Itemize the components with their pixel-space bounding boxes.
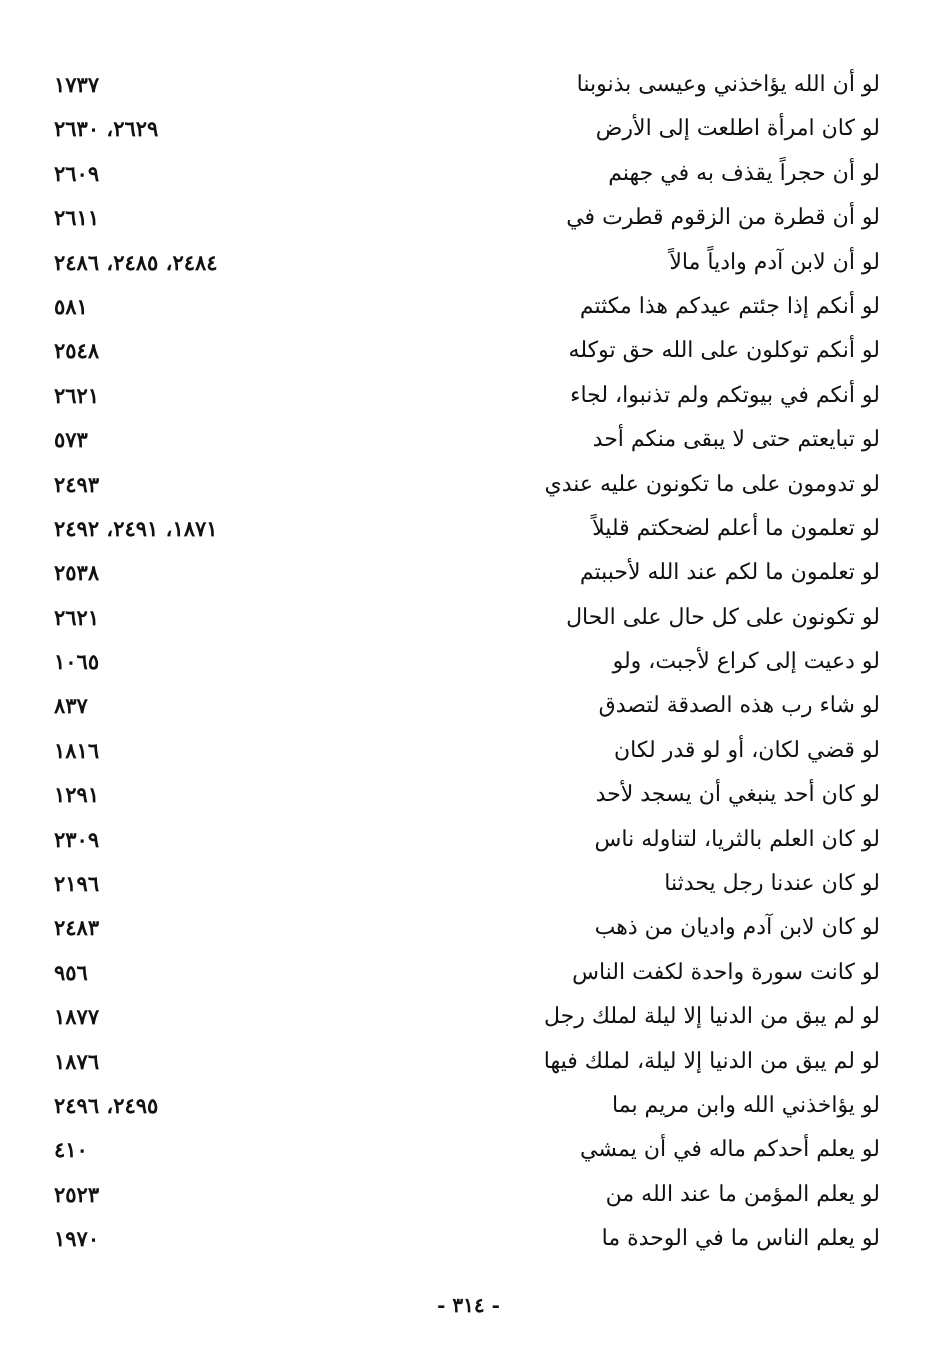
hadith-numbers: ٩٥٦ xyxy=(54,959,88,985)
index-row xyxy=(50,863,880,907)
hadith-text: لو أن قطرة من الزقوم قطرت في xyxy=(566,205,880,231)
hadith-numbers: ٢٤٨٣ xyxy=(54,915,100,941)
index-row xyxy=(50,419,880,463)
page-number: - ٣١٤ - xyxy=(437,1293,500,1317)
hadith-text: لو كان عندنا رجل يحدثنا xyxy=(664,871,880,897)
hadith-numbers: ٢٣٠٩ xyxy=(54,826,100,852)
index-row xyxy=(50,907,880,951)
hadith-text: لو كان امرأة اطلعت إلى الأرض xyxy=(595,116,880,142)
hadith-numbers: ١٨٧١، ٢٤٩١، ٢٤٩٢ xyxy=(54,515,218,541)
index-row xyxy=(50,730,880,774)
hadith-numbers: ١٩٧٠ xyxy=(54,1226,100,1252)
hadith-numbers: ١٧٣٧ xyxy=(54,72,100,97)
hadith-text: لو تكونون على كل حال على الحال xyxy=(566,604,880,630)
index-row xyxy=(50,242,880,286)
hadith-numbers: ١٠٦٥ xyxy=(54,649,100,675)
hadith-text: لو لم يبق من الدنيا إلا ليلة، لملك فيها xyxy=(543,1048,880,1074)
hadith-text: لو أنكم في بيوتكم ولم تذنبوا، لجاء xyxy=(570,382,880,408)
index-row xyxy=(50,508,880,552)
hadith-numbers: ٢٦١١ xyxy=(54,205,100,231)
hadith-numbers: ١٨٧٦ xyxy=(54,1048,100,1074)
index-row xyxy=(50,108,880,152)
index-row xyxy=(50,153,880,197)
index-row xyxy=(50,1218,880,1262)
hadith-numbers: ٢٤٩٥، ٢٤٩٦ xyxy=(54,1092,159,1118)
hadith-numbers: ١٨١٦ xyxy=(54,737,100,763)
hadith-text: لو تدومون على ما تكونون عليه عندي xyxy=(544,471,880,497)
hadith-numbers: ١٨٧٧ xyxy=(54,1004,100,1030)
hadith-text: لو كان لابن آدم واديان من ذهب xyxy=(594,915,880,941)
index-row xyxy=(50,1174,880,1218)
hadith-text: لو يؤاخذني الله وابن مريم بما xyxy=(612,1092,880,1118)
index-row xyxy=(50,774,880,818)
hadith-text: لو قضي لكان، أو لو قدر لكان xyxy=(614,737,880,763)
hadith-numbers: ٢٤٨٤، ٢٤٨٥، ٢٤٨٦ xyxy=(54,249,218,275)
hadith-text: لو أن الله يؤاخذني وعيسى بذنوبنا xyxy=(576,72,880,97)
hadith-text: لو لم يبق من الدنيا إلا ليلة لملك رجل xyxy=(543,1004,880,1030)
hadith-text: لو شاء رب هذه الصدقة لتصدق xyxy=(598,693,880,719)
index-row xyxy=(50,197,880,241)
hadith-text: لو كان العلم بالثريا، لتناوله ناس xyxy=(594,826,880,852)
hadith-numbers: ٨٣٧ xyxy=(54,693,88,719)
index-row xyxy=(50,286,880,330)
hadith-text: لو يعلم المؤمن ما عند الله من xyxy=(605,1181,880,1207)
index-row xyxy=(50,552,880,596)
index-row xyxy=(50,996,880,1040)
index-row xyxy=(50,64,880,108)
hadith-numbers: ٢٦٠٩ xyxy=(54,160,100,186)
index-row xyxy=(50,1129,880,1173)
index-row xyxy=(50,375,880,419)
index-row xyxy=(50,1041,880,1085)
hadith-text: لو أنكم توكلون على الله حق توكله xyxy=(568,338,880,364)
hadith-numbers: ٢٥٤٨ xyxy=(54,338,100,364)
hadith-text: لو تعلمون ما لكم عند الله لأحببتم xyxy=(579,560,880,586)
hadith-numbers: ٢٦٢١ xyxy=(54,604,100,630)
hadith-numbers: ٥٨١ xyxy=(54,293,88,319)
hadith-numbers: ٢٤٩٣ xyxy=(54,471,100,497)
index-row xyxy=(50,685,880,729)
index-row xyxy=(50,952,880,996)
hadith-text: لو دعيت إلى كراع لأجبت، ولو xyxy=(612,649,880,675)
index-row xyxy=(50,464,880,508)
hadith-text: لو كان أحد ينبغي أن يسجد لأحد xyxy=(595,782,880,808)
hadith-text: لو تبايعتم حتى لا يبقى منكم أحد xyxy=(592,427,880,453)
hadith-numbers: ٢٦٢١ xyxy=(54,382,100,408)
hadith-numbers: ٤١٠ xyxy=(54,1137,88,1163)
hadith-index-list xyxy=(50,64,880,1263)
hadith-numbers: ١٢٩١ xyxy=(54,782,100,808)
hadith-numbers: ٥٧٣ xyxy=(54,427,88,453)
index-row xyxy=(50,597,880,641)
hadith-numbers: ٢٥٢٣ xyxy=(54,1181,100,1207)
hadith-numbers: ٢٥٣٨ xyxy=(54,560,100,586)
index-row xyxy=(50,1085,880,1129)
index-row xyxy=(50,330,880,374)
hadith-text: لو يعلم أحدكم ماله في أن يمشي xyxy=(580,1137,880,1163)
hadith-text: لو أن حجراً يقذف به في جهنم xyxy=(608,160,880,186)
hadith-text: لو أنكم إذا جئتم عيدكم هذا مكثتم xyxy=(579,293,880,319)
hadith-numbers: ٢٦٢٩، ٢٦٣٠ xyxy=(54,116,159,142)
hadith-numbers: ٢١٩٦ xyxy=(54,871,100,897)
hadith-text: لو تعلمون ما أعلم لضحكتم قليلاً xyxy=(592,515,880,541)
index-row xyxy=(50,641,880,685)
hadith-text: لو كانت سورة واحدة لكفت الناس xyxy=(572,959,880,985)
index-row xyxy=(50,819,880,863)
hadith-text: لو أن لابن آدم وادياً مالاً xyxy=(669,249,880,275)
hadith-text: لو يعلم الناس ما في الوحدة ما xyxy=(601,1226,880,1252)
